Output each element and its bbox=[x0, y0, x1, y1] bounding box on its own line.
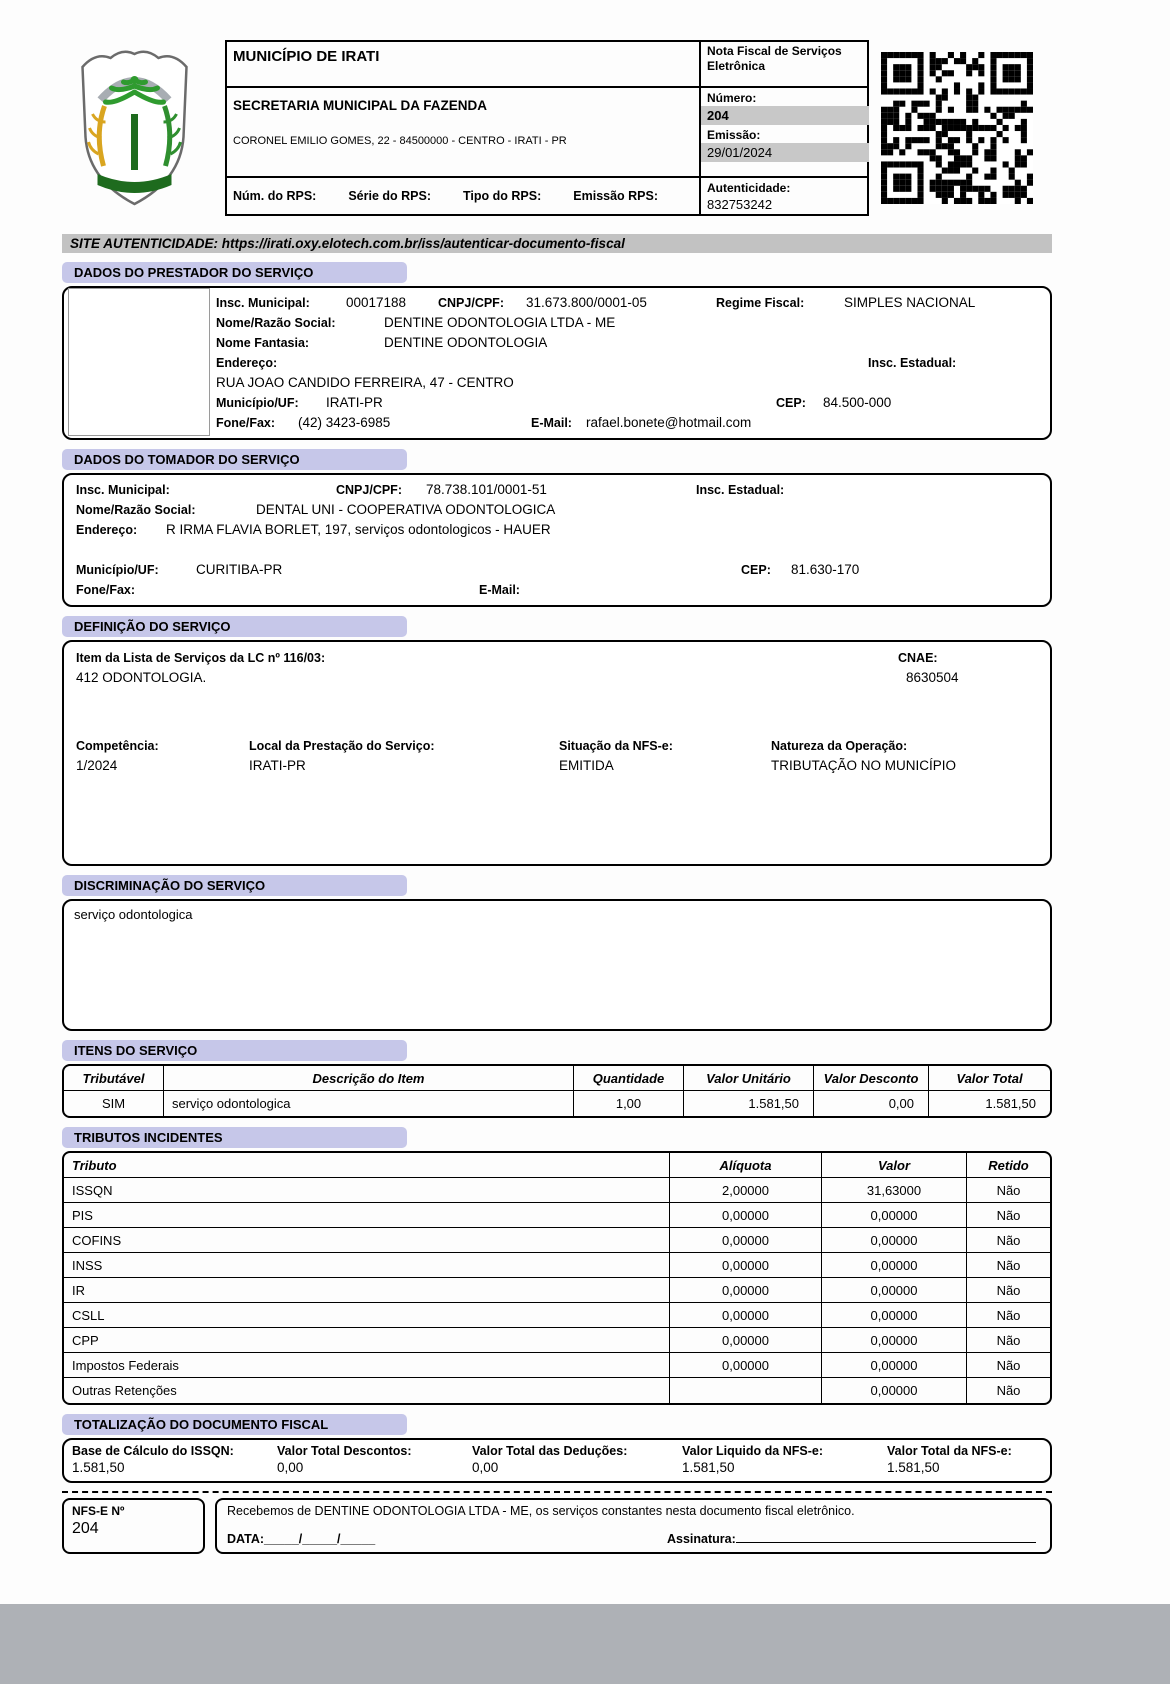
tributo-name: IR bbox=[64, 1278, 670, 1303]
insc-estadual-label: Insc. Estadual: bbox=[868, 356, 957, 370]
tributo-retido: Não bbox=[967, 1203, 1050, 1228]
rps-num-label: Núm. do RPS: bbox=[233, 189, 317, 203]
endereco-value: RUA JOAO CANDIDO FERREIRA, 47 - CENTRO bbox=[216, 375, 514, 390]
competencia-label: Competência: bbox=[76, 739, 159, 753]
total-label: Base de Cálculo do ISSQN: bbox=[72, 1444, 234, 1458]
col-header-aliquota: Alíquota bbox=[670, 1153, 822, 1178]
tributo-aliquota: 0,00000 bbox=[670, 1353, 822, 1378]
tributo-retido: Não bbox=[967, 1228, 1050, 1253]
prestador-box bbox=[62, 286, 1052, 440]
total-label: Valor Liquido da NFS-e: bbox=[682, 1444, 823, 1458]
nfse-number-box bbox=[62, 1498, 205, 1554]
qr-code bbox=[881, 52, 1033, 204]
email-label: E-Mail: bbox=[531, 416, 572, 430]
tributo-aliquota: 0,00000 bbox=[670, 1228, 822, 1253]
site-autenticidade-bar: SITE AUTENTICIDADE: https://irati.oxy.elotech.com.br/iss/autenticar-documento-fiscal bbox=[62, 234, 1052, 253]
tributo-retido: Não bbox=[967, 1303, 1050, 1328]
tributo-aliquota: 0,00000 bbox=[670, 1203, 822, 1228]
insc-municipal-label: Insc. Municipal: bbox=[76, 483, 170, 497]
col-header-tributo: Tributo bbox=[64, 1153, 670, 1178]
email-value: rafael.bonete@hotmail.com bbox=[586, 415, 752, 430]
email-label: E-Mail: bbox=[479, 583, 520, 597]
itens-table bbox=[62, 1064, 1052, 1118]
receipt-signature-label: Assinatura: bbox=[667, 1532, 736, 1546]
tributo-retido: Não bbox=[967, 1178, 1050, 1203]
section-itens bbox=[62, 1040, 1052, 1118]
natureza-label: Natureza da Operação: bbox=[771, 739, 908, 753]
receipt-text: Recebemos de DENTINE ODONTOLOGIA LTDA - ME, os serviços constantes nesta documento fiscal eletrônico. bbox=[227, 1504, 855, 1518]
tributo-aliquota: 0,00000 bbox=[670, 1303, 822, 1328]
item-lista-value: 412 ODONTOLOGIA. bbox=[76, 670, 207, 685]
section-definicao bbox=[62, 616, 1052, 866]
municipal-coat-of-arms-icon bbox=[65, 40, 225, 220]
razao-social-label: Nome/Razão Social: bbox=[216, 316, 336, 330]
section-prestador bbox=[62, 262, 1052, 440]
definicao-section-title: DEFINIÇÃO DO SERVIÇO bbox=[62, 616, 407, 637]
fone-label: Fone/Fax: bbox=[76, 583, 136, 597]
tributo-valor: 0,00000 bbox=[822, 1228, 967, 1253]
section-tributos bbox=[62, 1127, 1052, 1405]
prestador-logo-placeholder bbox=[68, 288, 210, 436]
itens-section-title: ITENS DO SERVIÇO bbox=[62, 1040, 407, 1061]
cnpj-label: CNPJ/CPF: bbox=[438, 296, 504, 310]
rps-tipo-label: Tipo do RPS: bbox=[463, 189, 542, 203]
total-value: 1.581,50 bbox=[682, 1460, 735, 1475]
signature-line bbox=[736, 1532, 1036, 1543]
tributos-section-title: TRIBUTOS INCIDENTES bbox=[62, 1127, 407, 1148]
receipt-box bbox=[215, 1498, 1052, 1554]
rps-serie-label: Série do RPS: bbox=[348, 189, 432, 203]
tomador-box bbox=[62, 473, 1052, 607]
fone-label: Fone/Fax: bbox=[216, 416, 276, 430]
autenticidade-value: 832753242 bbox=[707, 197, 773, 212]
endereco-label: Endereço: bbox=[216, 356, 278, 370]
regime-fiscal-value: SIMPLES NACIONAL bbox=[844, 295, 976, 310]
regime-fiscal-label: Regime Fiscal: bbox=[716, 296, 805, 310]
tributo-valor: 0,00000 bbox=[822, 1278, 967, 1303]
cnpj-value: 78.738.101/0001-51 bbox=[426, 482, 547, 497]
autenticidade-label: Autenticidade: bbox=[707, 181, 791, 195]
tributo-aliquota: 0,00000 bbox=[670, 1253, 822, 1278]
tributo-valor: 0,00000 bbox=[822, 1328, 967, 1353]
cnae-label: CNAE: bbox=[898, 651, 938, 665]
endereco-label: Endereço: bbox=[76, 523, 138, 537]
situacao-value: EMITIDA bbox=[559, 758, 614, 773]
tributo-retido: Não bbox=[967, 1253, 1050, 1278]
tributo-valor: 0,00000 bbox=[822, 1353, 967, 1378]
municipality-title: MUNICÍPIO DE IRATI bbox=[227, 42, 699, 88]
local-prestacao-label: Local da Prestação do Serviço: bbox=[249, 739, 435, 753]
tributo-aliquota: 0,00000 bbox=[670, 1328, 822, 1353]
nfse-title: Nota Fiscal de Serviços Eletrônica bbox=[699, 42, 869, 88]
definicao-box bbox=[62, 640, 1052, 866]
competencia-value: 1/2024 bbox=[76, 758, 118, 773]
rps-row bbox=[227, 178, 699, 214]
insc-estadual-label: Insc. Estadual: bbox=[696, 483, 785, 497]
municipio-label: Município/UF: bbox=[216, 396, 299, 410]
nfse-number-label: NFS-E Nº bbox=[72, 1504, 125, 1518]
section-tomador bbox=[62, 449, 1052, 607]
item-valor-desconto: 0,00 bbox=[814, 1091, 929, 1116]
item-valor-total: 1.581,50 bbox=[985, 1096, 1036, 1111]
document-header bbox=[65, 40, 1170, 220]
tributo-name: Impostos Federais bbox=[64, 1353, 670, 1378]
cnae-value: 8630504 bbox=[906, 670, 959, 685]
cnpj-label: CNPJ/CPF: bbox=[336, 483, 402, 497]
col-header-descricao: Descrição do Item bbox=[164, 1066, 574, 1091]
tributo-aliquota bbox=[670, 1378, 822, 1403]
item-lista-label: Item da Lista de Serviços da LC nº 116/03: bbox=[76, 651, 326, 665]
tributo-name: Outras Retenções bbox=[64, 1378, 670, 1403]
autenticidade-block bbox=[699, 178, 869, 214]
razao-social-value: DENTINE ODONTOLOGIA LTDA - ME bbox=[384, 315, 616, 330]
razao-social-value: DENTAL UNI - COOPERATIVA ODONTOLOGICA bbox=[256, 502, 556, 517]
tributo-valor: 0,00000 bbox=[822, 1303, 967, 1328]
total-value: 1.581,50 bbox=[72, 1460, 125, 1475]
cnpj-value: 31.673.800/0001-05 bbox=[526, 295, 647, 310]
col-header-valor-unitario: Valor Unitário bbox=[684, 1066, 814, 1091]
nfse-number-block bbox=[699, 88, 869, 178]
numero-value: 204 bbox=[701, 106, 869, 125]
tributo-retido: Não bbox=[967, 1328, 1050, 1353]
total-deducoes bbox=[472, 1444, 682, 1475]
total-liquido bbox=[682, 1444, 887, 1475]
municipio-value: IRATI-PR bbox=[326, 395, 383, 410]
tributo-name: COFINS bbox=[64, 1228, 670, 1253]
endereco-value: R IRMA FLAVIA BORLET, 197, serviços odontologicos - HAUER bbox=[166, 522, 551, 537]
emissao-value: 29/01/2024 bbox=[701, 143, 869, 162]
tributo-retido: Não bbox=[967, 1278, 1050, 1303]
item-descricao: serviço odontologica bbox=[164, 1091, 574, 1116]
discriminacao-section-title: DISCRIMINAÇÃO DO SERVIÇO bbox=[62, 875, 407, 896]
col-header-valor: Valor bbox=[822, 1153, 967, 1178]
receipt-date-field: DATA:_____/_____/_____ bbox=[227, 1532, 376, 1546]
insc-municipal-value: 00017188 bbox=[346, 295, 407, 310]
tributo-valor: 0,00000 bbox=[822, 1203, 967, 1228]
tomador-section-title: DADOS DO TOMADOR DO SERVIÇO bbox=[62, 449, 407, 470]
tributo-valor: 0,00000 bbox=[822, 1253, 967, 1278]
tributo-valor: 31,63000 bbox=[822, 1178, 967, 1203]
cep-value: 84.500-000 bbox=[823, 395, 892, 410]
item-tributavel: SIM bbox=[64, 1091, 164, 1116]
col-header-quantidade: Quantidade bbox=[574, 1066, 684, 1091]
discriminacao-box: serviço odontologica bbox=[62, 899, 1052, 1031]
tributo-retido: Não bbox=[967, 1353, 1050, 1378]
tributo-name: PIS bbox=[64, 1203, 670, 1228]
emissao-label: Emissão: bbox=[707, 128, 761, 142]
tributo-name: ISSQN bbox=[64, 1178, 670, 1203]
prestador-section-title: DADOS DO PRESTADOR DO SERVIÇO bbox=[62, 262, 407, 283]
header-middle-block bbox=[227, 88, 699, 178]
receipt-stub bbox=[62, 1498, 1052, 1554]
totalizacao-box bbox=[62, 1438, 1052, 1483]
tributo-name: INSS bbox=[64, 1253, 670, 1278]
natureza-value: TRIBUTAÇÃO NO MUNICÍPIO bbox=[771, 758, 957, 773]
total-value: 0,00 bbox=[472, 1460, 499, 1475]
total-label: Valor Total das Deduções: bbox=[472, 1444, 628, 1458]
nome-fantasia-value: DENTINE ODONTOLOGIA bbox=[384, 335, 548, 350]
total-value: 1.581,50 bbox=[887, 1460, 940, 1475]
department-title: SECRETARIA MUNICIPAL DA FAZENDA bbox=[233, 98, 488, 113]
cep-label: CEP: bbox=[776, 396, 806, 410]
numero-label: Número: bbox=[707, 91, 757, 105]
total-label: Valor Total Descontos: bbox=[277, 1444, 412, 1458]
tributo-aliquota: 2,00000 bbox=[670, 1178, 822, 1203]
item-valor-unitario: 1.581,50 bbox=[684, 1091, 814, 1116]
tributo-retido: Não bbox=[996, 1383, 1021, 1398]
insc-municipal-label: Insc. Municipal: bbox=[216, 296, 310, 310]
cut-dashed-line bbox=[62, 1491, 1052, 1493]
total-label: Valor Total da NFS-e: bbox=[887, 1444, 1012, 1458]
bottom-gray-bar bbox=[0, 1604, 1170, 1684]
tributo-aliquota: 0,00000 bbox=[670, 1278, 822, 1303]
tributos-table bbox=[62, 1151, 1052, 1405]
total-descontos bbox=[277, 1444, 472, 1475]
item-quantidade: 1,00 bbox=[574, 1091, 684, 1116]
totalizacao-section-title: TOTALIZAÇÃO DO DOCUMENTO FISCAL bbox=[62, 1414, 407, 1435]
fone-value: (42) 3423-6985 bbox=[298, 415, 391, 430]
rps-emissao-label: Emissão RPS: bbox=[573, 189, 659, 203]
razao-social-label: Nome/Razão Social: bbox=[76, 503, 196, 517]
col-header-retido: Retido bbox=[967, 1153, 1050, 1178]
col-header-tributavel: Tributável bbox=[64, 1066, 164, 1091]
col-header-valor-desconto: Valor Desconto bbox=[814, 1066, 929, 1091]
cep-label: CEP: bbox=[741, 563, 771, 577]
cep-value: 81.630-170 bbox=[791, 562, 860, 577]
total-nfse bbox=[887, 1444, 1042, 1475]
section-totalizacao bbox=[62, 1414, 1052, 1483]
tributo-name: CPP bbox=[64, 1328, 670, 1353]
total-value: 0,00 bbox=[277, 1460, 304, 1475]
municipio-label: Município/UF: bbox=[76, 563, 159, 577]
nome-fantasia-label: Nome Fantasia: bbox=[216, 336, 310, 350]
section-discriminacao bbox=[62, 875, 1052, 1031]
tributo-name: CSLL bbox=[64, 1303, 670, 1328]
municipio-value: CURITIBA-PR bbox=[196, 562, 283, 577]
municipality-address: CORONEL EMILIO GOMES, 22 - 84500000 - CENTRO - IRATI - PR bbox=[233, 135, 567, 147]
tributo-valor: 0,00000 bbox=[822, 1378, 967, 1403]
col-header-valor-total: Valor Total bbox=[929, 1066, 1050, 1091]
situacao-label: Situação da NFS-e: bbox=[559, 739, 673, 753]
nfse-number-value: 204 bbox=[72, 1520, 99, 1537]
total-base-calculo bbox=[72, 1444, 277, 1475]
header-info-grid bbox=[225, 40, 869, 216]
local-prestacao-value: IRATI-PR bbox=[249, 758, 306, 773]
